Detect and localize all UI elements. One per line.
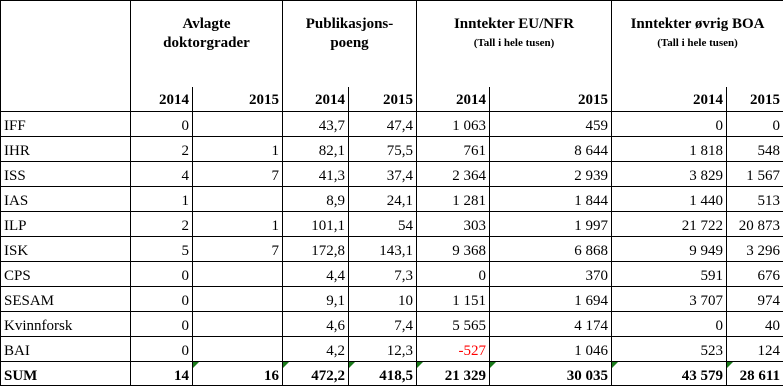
marker-triangle <box>417 362 423 368</box>
year-header: 2014 <box>417 87 490 112</box>
table-cell <box>193 187 283 212</box>
sum-row <box>1 362 783 386</box>
header-doktorgrader-line2: doktorgrader <box>134 34 279 53</box>
marker-triangle <box>727 362 733 368</box>
table-cell: 54 <box>349 212 417 237</box>
year-header: 2014 <box>612 87 727 112</box>
table-cell: 761 <box>417 137 490 162</box>
table-cell: 1 <box>131 187 193 212</box>
sum-cell: 472,2 <box>283 362 349 386</box>
table-cell: 47,4 <box>349 112 417 137</box>
header-inntekter-eu-nfr <box>417 1 612 88</box>
table-cell: 523 <box>612 337 727 362</box>
table-cell: 0 <box>131 312 193 337</box>
table-cell: 40 <box>727 312 783 337</box>
row-label: IHR <box>1 137 131 162</box>
marker-triangle <box>283 362 289 368</box>
header-inntekter-eu-nfr-title: Inntekter EU/NFR <box>420 15 608 34</box>
table-cell: 0 <box>131 262 193 287</box>
table-cell <box>193 337 283 362</box>
table-cell: 4,4 <box>283 262 349 287</box>
row-label: ISS <box>1 162 131 187</box>
table-cell: 548 <box>727 137 783 162</box>
table-cell: 21 722 <box>612 212 727 237</box>
marker-triangle <box>612 362 618 368</box>
year-header: 2015 <box>727 87 783 112</box>
table-cell <box>193 312 283 337</box>
header-doktorgrader <box>131 1 283 88</box>
marker-triangle <box>490 362 496 368</box>
table-cell: 1 694 <box>490 287 612 312</box>
header-publikasjonspoeng <box>283 1 417 88</box>
table-cell: 2 <box>131 212 193 237</box>
table-cell: 6 868 <box>490 237 612 262</box>
table-cell: 5 565 <box>417 312 490 337</box>
table-row <box>1 212 783 237</box>
table-cell: 0 <box>727 112 783 137</box>
table-cell: 8,9 <box>283 187 349 212</box>
table-cell: 513 <box>727 187 783 212</box>
header-publikasjonspoeng-line2: poeng <box>286 34 413 53</box>
table-cell: 1 818 <box>612 137 727 162</box>
table-cell: 172,8 <box>283 237 349 262</box>
table-cell <box>193 112 283 137</box>
header-publikasjonspoeng-line1: Publikasjons- <box>286 15 413 34</box>
table-cell: 7,3 <box>349 262 417 287</box>
table-cell: 3 829 <box>612 162 727 187</box>
table-cell: 303 <box>417 212 490 237</box>
table-cell: 143,1 <box>349 237 417 262</box>
table-cell: 2 939 <box>490 162 612 187</box>
row-label: ISK <box>1 237 131 262</box>
sum-cell: 28 611 <box>727 362 783 386</box>
year-header: 2014 <box>131 87 193 112</box>
year-header: 2015 <box>193 87 283 112</box>
table-cell: 3 707 <box>612 287 727 312</box>
sum-cell: 14 <box>131 362 193 386</box>
table-cell: 5 <box>131 237 193 262</box>
table-cell: 124 <box>727 337 783 362</box>
marker-triangle <box>193 362 199 368</box>
table-cell: 1 281 <box>417 187 490 212</box>
table-row <box>1 262 783 287</box>
table-cell: 9 368 <box>417 237 490 262</box>
table-cell: 8 644 <box>490 137 612 162</box>
table-cell: 9,1 <box>283 287 349 312</box>
table-cell: 0 <box>131 287 193 312</box>
table-cell <box>193 287 283 312</box>
table-cell <box>193 262 283 287</box>
row-label: BAI <box>1 337 131 362</box>
table-cell: 1 063 <box>417 112 490 137</box>
table-cell: 3 296 <box>727 237 783 262</box>
table-cell: 591 <box>612 262 727 287</box>
table-cell: 20 873 <box>727 212 783 237</box>
table-cell: 9 949 <box>612 237 727 262</box>
table-cell: 7 <box>193 237 283 262</box>
table-cell: 370 <box>490 262 612 287</box>
table-row <box>1 162 783 187</box>
table-cell: 2 364 <box>417 162 490 187</box>
row-label: IFF <box>1 112 131 137</box>
table-cell: 37,4 <box>349 162 417 187</box>
table-cell: 10 <box>349 287 417 312</box>
table-cell: 12,3 <box>349 337 417 362</box>
marker-triangle <box>349 362 355 368</box>
row-label: CPS <box>1 262 131 287</box>
table-row <box>1 287 783 312</box>
table-cell: 2 <box>131 137 193 162</box>
table-cell: 43,7 <box>283 112 349 137</box>
table-cell: 24,1 <box>349 187 417 212</box>
year-header: 2015 <box>349 87 417 112</box>
table-row <box>1 312 783 337</box>
table-cell: 41,3 <box>283 162 349 187</box>
header-inntekter-ovrig-boa-title: Inntekter øvrig BOA <box>615 15 780 34</box>
table-cell: 1 997 <box>490 212 612 237</box>
table-row <box>1 237 783 262</box>
table-cell: 1 <box>193 212 283 237</box>
table-cell: 1 844 <box>490 187 612 212</box>
sum-cell: 30 035 <box>490 362 612 386</box>
table-row <box>1 337 783 362</box>
sum-label: SUM <box>1 362 131 386</box>
table-cell: 1 151 <box>417 287 490 312</box>
header-doktorgrader-line1: Avlagte <box>134 15 279 34</box>
table-cell: 1 <box>193 137 283 162</box>
sum-cell: 43 579 <box>612 362 727 386</box>
table-cell: 4,6 <box>283 312 349 337</box>
table-cell: 0 <box>131 337 193 362</box>
year-header: 2014 <box>283 87 349 112</box>
table-row <box>1 137 783 162</box>
sum-cell: 21 329 <box>417 362 490 386</box>
table-cell: 0 <box>131 112 193 137</box>
header-inntekter-ovrig-boa-note: (Tall i hele tusen) <box>615 36 780 50</box>
table-cell: 1 567 <box>727 162 783 187</box>
table-cell: 4 <box>131 162 193 187</box>
table-cell: 101,1 <box>283 212 349 237</box>
row-label: IAS <box>1 187 131 212</box>
table-row <box>1 112 783 137</box>
table-cell: 4,2 <box>283 337 349 362</box>
table-cell: 676 <box>727 262 783 287</box>
table-cell: 82,1 <box>283 137 349 162</box>
table-cell: 0 <box>612 312 727 337</box>
table-cell: 1 440 <box>612 187 727 212</box>
row-label: SESAM <box>1 287 131 312</box>
header-inntekter-eu-nfr-note: (Tall i hele tusen) <box>420 36 608 50</box>
corner-cell <box>1 1 131 112</box>
sum-cell: 16 <box>193 362 283 386</box>
row-label: Kvinnforsk <box>1 312 131 337</box>
table-cell: 7 <box>193 162 283 187</box>
row-label: ILP <box>1 212 131 237</box>
table-row <box>1 187 783 212</box>
table-cell: 4 174 <box>490 312 612 337</box>
sum-cell: 418,5 <box>349 362 417 386</box>
table-cell: 1 046 <box>490 337 612 362</box>
header-inntekter-ovrig-boa <box>612 1 783 88</box>
table-cell: 974 <box>727 287 783 312</box>
table-body <box>1 112 783 362</box>
table-cell: 0 <box>417 262 490 287</box>
table-cell: -527 <box>417 337 490 362</box>
header-row-groups <box>1 1 783 88</box>
table-cell: 75,5 <box>349 137 417 162</box>
year-header: 2015 <box>490 87 612 112</box>
table-cell: 459 <box>490 112 612 137</box>
table-cell: 0 <box>612 112 727 137</box>
table-cell: 7,4 <box>349 312 417 337</box>
